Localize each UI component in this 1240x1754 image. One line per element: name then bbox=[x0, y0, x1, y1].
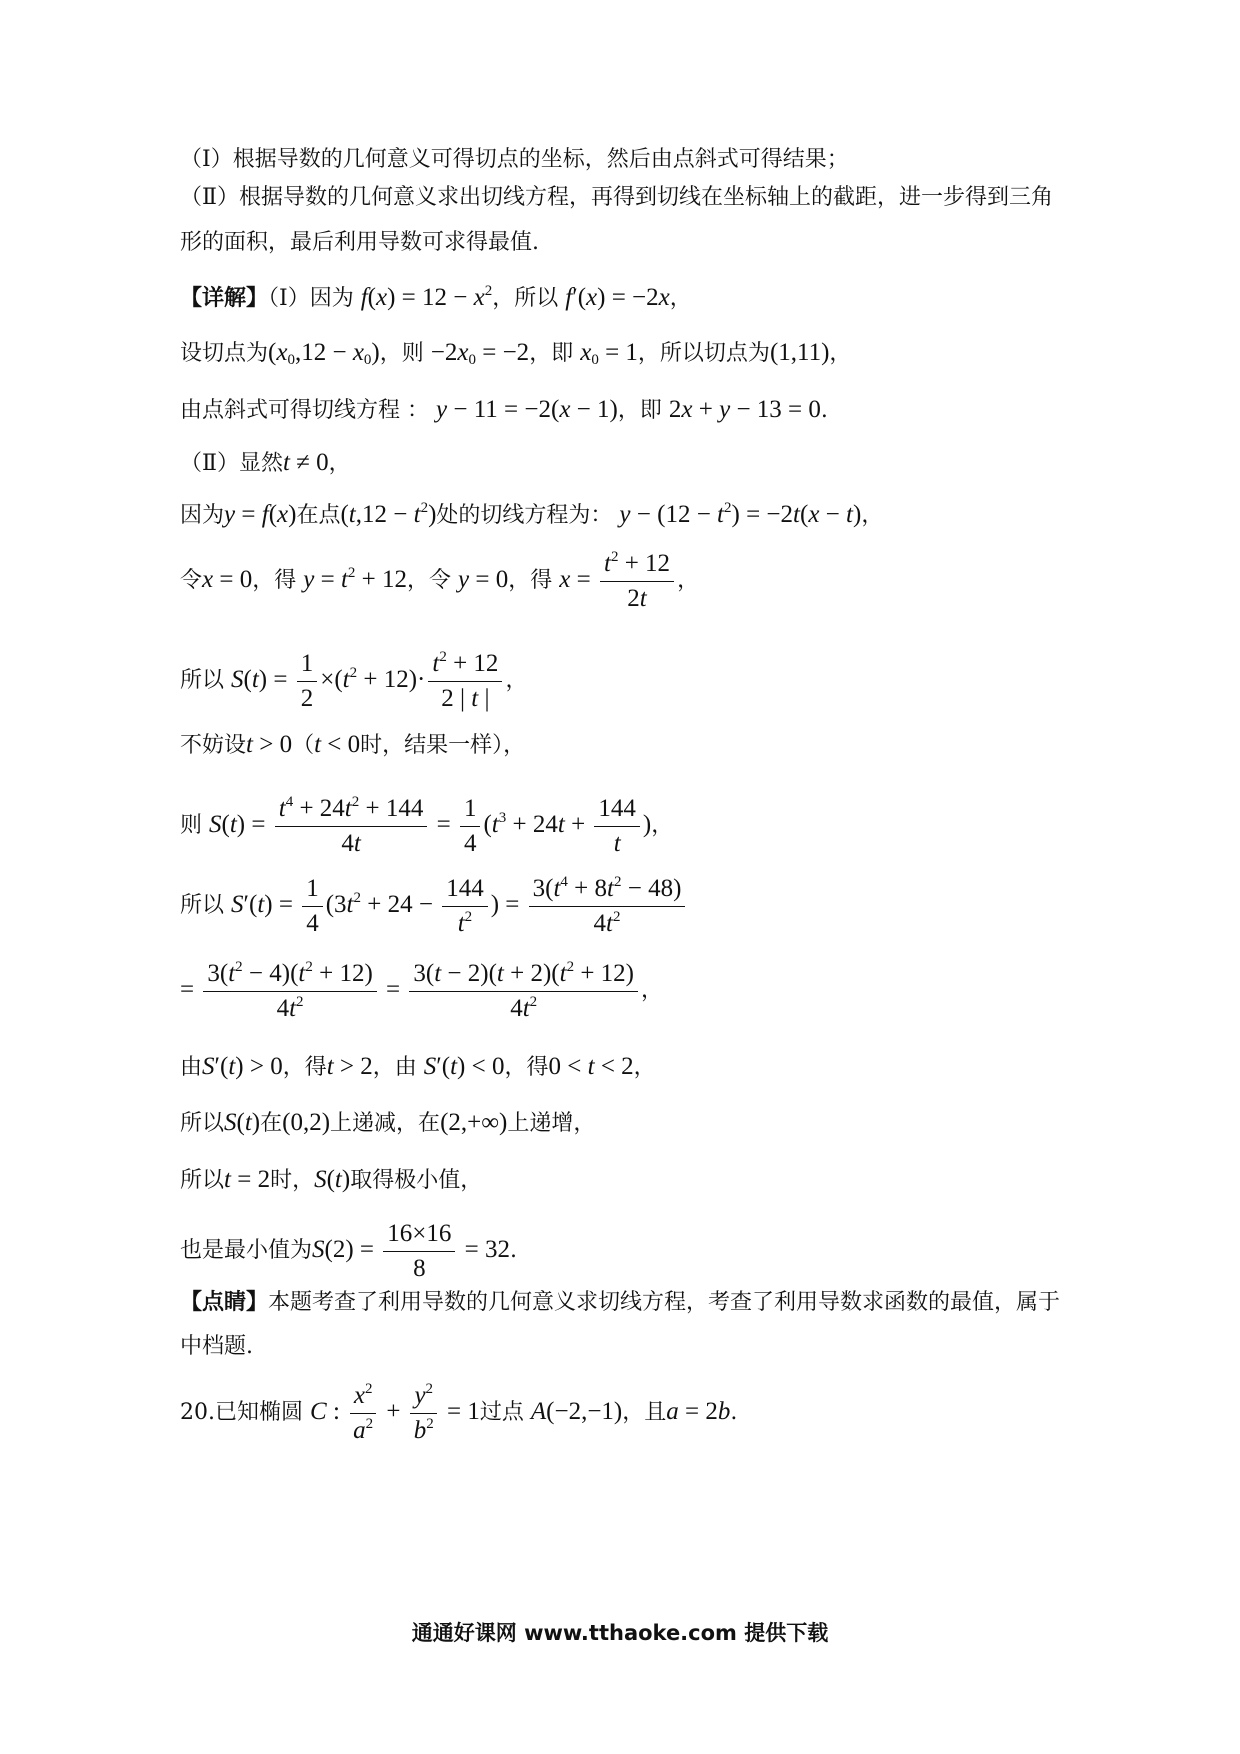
area-simplified-line: 则 S(t) = $\frac{t^4 + 24t^2 + 144}{4t}$ = $\frac{1}{4}$ ($t^3 + 24t$ + $\frac{144}{t}$ )， bbox=[180, 794, 674, 857]
tangent-point-line: 设切点为$(x_0,12 - x_0)$，则 $-2x_0 = -2$，即 $x_0 = 1$，所以切点为(1,11)， bbox=[180, 339, 852, 368]
part2-start: （Ⅱ）显然t ≠ 0， bbox=[180, 449, 351, 476]
derivative-line: 所以 S′(t) = $\frac{1}{4}$ ($3t^2 + 24$ − $\frac{144}{t^2}$ ) = $\frac{3(t^4 + 8t^2 - 48)}{4t^2}$ bbox=[180, 875, 688, 938]
comment-line-b: 中档题. bbox=[180, 1334, 253, 1359]
min-value-line: 也是最小值为S(2) = $\frac{16\times 16}{8}$ = 32. bbox=[180, 1220, 517, 1282]
analysis-part2-b: 形的面积，最后利用导数可求得最值. bbox=[180, 230, 539, 255]
analysis-part2-a: （Ⅱ）根据导数的几何意义求出切线方程，再得到切线在坐标轴上的截距，进一步得到三角 bbox=[180, 185, 1053, 210]
detail-part1: 【详解】（Ⅰ）因为 $f(x) = 12 - x^2$，所以 f′(x) = −2x， bbox=[180, 283, 692, 311]
intercepts-line: 令x = 0，得 $y = t^2 + 12$，令 y = 0，得 x = $\frac{t^2 + 12}{2t}$ ， bbox=[180, 549, 700, 612]
derivative-factored-line: = $\frac{3(t^2 - 4)(t^2 + 12)}{4t^2}$ = $\frac{3(t - 2)(t + 2)(t^2 + 12)}{4t^2}$ ， bbox=[180, 959, 664, 1022]
monotonic-condition-line: 由S′(t) > 0，得t > 2，由 S′(t) < 0，得0 < t < 2， bbox=[180, 1053, 656, 1080]
area-expression-line: 所以 S(t) = $\frac{1}{2}$ $\times(t^2 + 12)\cdot$ $\frac{t^2 + 12}{2 | t |}$ ， bbox=[180, 649, 528, 712]
monotonic-intervals-line: 所以S(t)在(0,2)上递减，在(2,+∞)上递增， bbox=[180, 1109, 596, 1136]
comment-line-a: 【点睛】本题考查了利用导数的几何意义求切线方程，考查了利用导数求函数的最值，属于 bbox=[180, 1289, 1061, 1315]
question-20: 20.已知椭圆 C : $\frac{x^2}{a^2}$ + $\frac{y^2}{b^2}$ = 1过点 A(−2,−1)，且a = 2b. bbox=[180, 1381, 738, 1444]
tangent-equation-line: 由点斜式可得切线方程 ： y − 11 = −2(x − 1)，即 2x + y − 13 = 0. bbox=[180, 396, 828, 423]
footer-source: 通通好课网 www.tthaoke.com 提供下载 bbox=[411, 1621, 829, 1645]
wlog-line: 不妨设t > 0（t < 0时，结果一样）， bbox=[180, 731, 526, 758]
min-point-line: 所以t = 2时，S(t)取得极小值， bbox=[180, 1166, 483, 1193]
tangent-line-at-t: 因为y = f(x)在点$(t,12 - t^2)$处的切线方程为： $y - (12 - t^2) = -2t(x - t)$， bbox=[180, 500, 884, 528]
analysis-part1: （Ⅰ）根据导数的几何意义可得切点的坐标，然后由点斜式可得结果； bbox=[180, 147, 849, 172]
